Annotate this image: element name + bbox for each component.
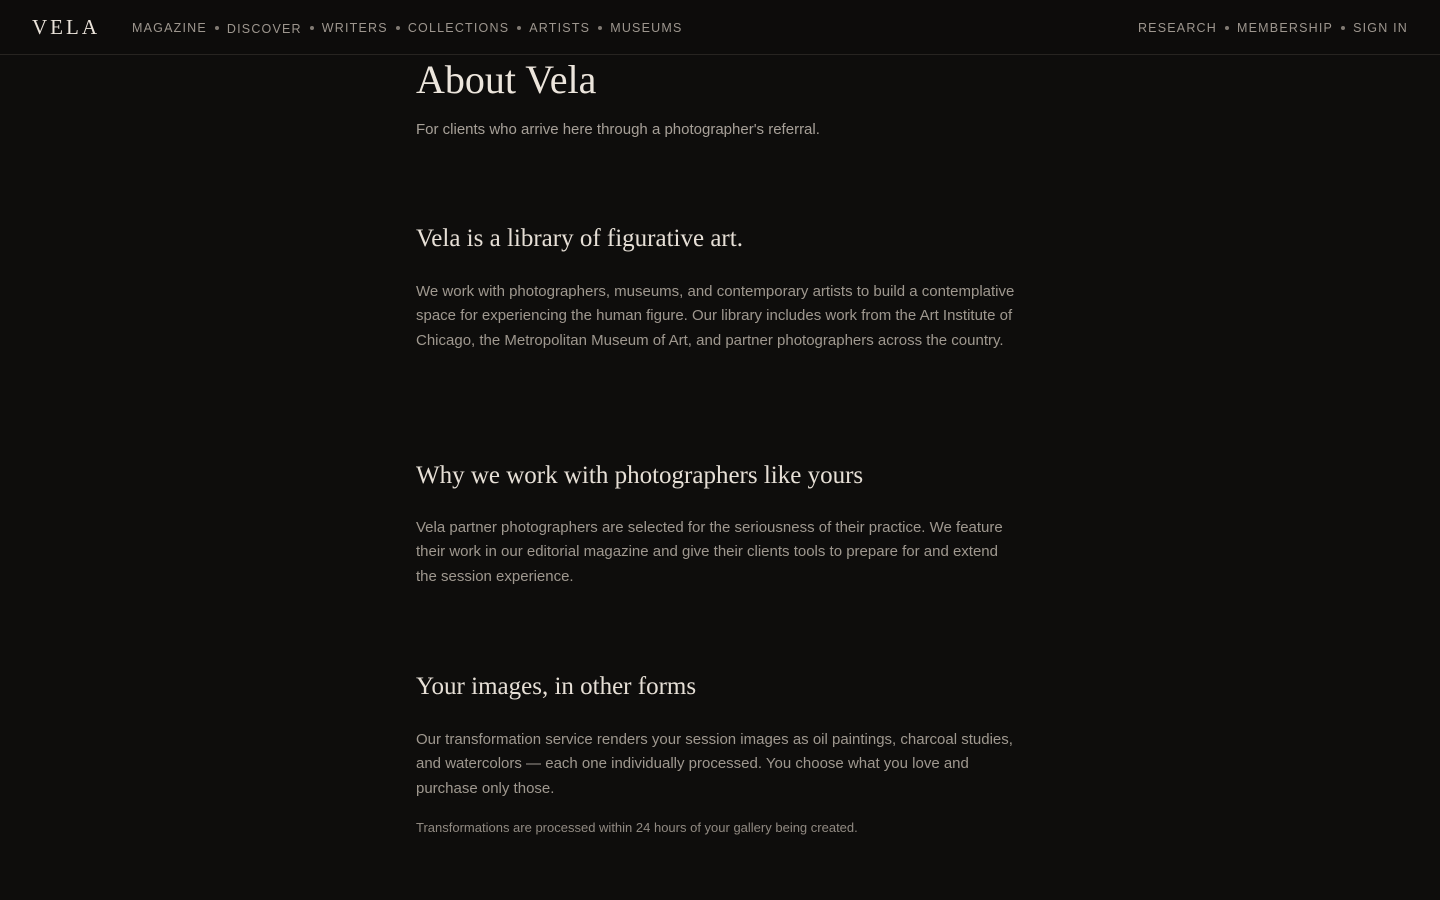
secondary-nav	[1138, 0, 1408, 55]
nav-item-museums[interactable]: MUSEUMS	[610, 20, 683, 35]
section-body-transformations: Our transformation service renders your session images as oil paintings, charcoal studies, and watercolors — each one individually processed. You choose what you love and purchase only those.	[416, 731, 1013, 797]
sign-in-link[interactable]: SIGN IN	[1353, 20, 1408, 35]
nav-separator-dot	[310, 26, 314, 30]
nav-separator-dot	[1225, 26, 1229, 30]
nav-item-discover[interactable]: DISCOVER	[226, 21, 302, 36]
section-heading-library: Vela is a library of figurative art.	[416, 225, 743, 252]
vela-logo[interactable]: VELA	[32, 15, 100, 39]
transformation-note: Transformations are processed within 24 hours of your gallery being created.	[416, 820, 858, 835]
top-navigation-bar	[0, 0, 1440, 55]
section-heading-transformations: Your images, in other forms	[416, 673, 697, 700]
nav-item-research[interactable]: RESEARCH	[1137, 20, 1218, 35]
nav-separator-dot	[598, 26, 602, 30]
page-subtitle: For clients who arrive here through a photographer's referral.	[416, 121, 820, 138]
nav-item-collections[interactable]: COLLECTIONS	[407, 20, 510, 35]
nav-separator-dot	[1341, 26, 1345, 30]
nav-item-writers[interactable]: WRITERS	[321, 20, 388, 35]
nav-separator-dot	[396, 26, 400, 30]
nav-separator-dot	[215, 26, 219, 30]
page-title: About Vela	[416, 57, 597, 102]
nav-item-artists[interactable]: ARTISTS	[529, 20, 591, 35]
nav-separator-dot	[517, 26, 521, 30]
primary-nav	[132, 0, 683, 55]
nav-item-magazine[interactable]: MAGAZINE	[132, 20, 207, 35]
section-body-photographers: Vela partner photographers are selected for the seriousness of their practice. We feature their work in our editorial magazine and give their clients tools to prepare for and extend the session experience.	[416, 519, 1003, 585]
section-heading-photographers: Why we work with photographers like yours	[416, 462, 864, 489]
section-body-library: We work with photographers, museums, and contemporary artists to build a contemplative space for experiencing the human figure. Our library includes work from the Art Institute of Chicago, the Metropolitan Museum of Art, and partner photographers across the country.	[416, 283, 1015, 349]
nav-item-membership[interactable]: MEMBERSHIP	[1237, 20, 1334, 35]
